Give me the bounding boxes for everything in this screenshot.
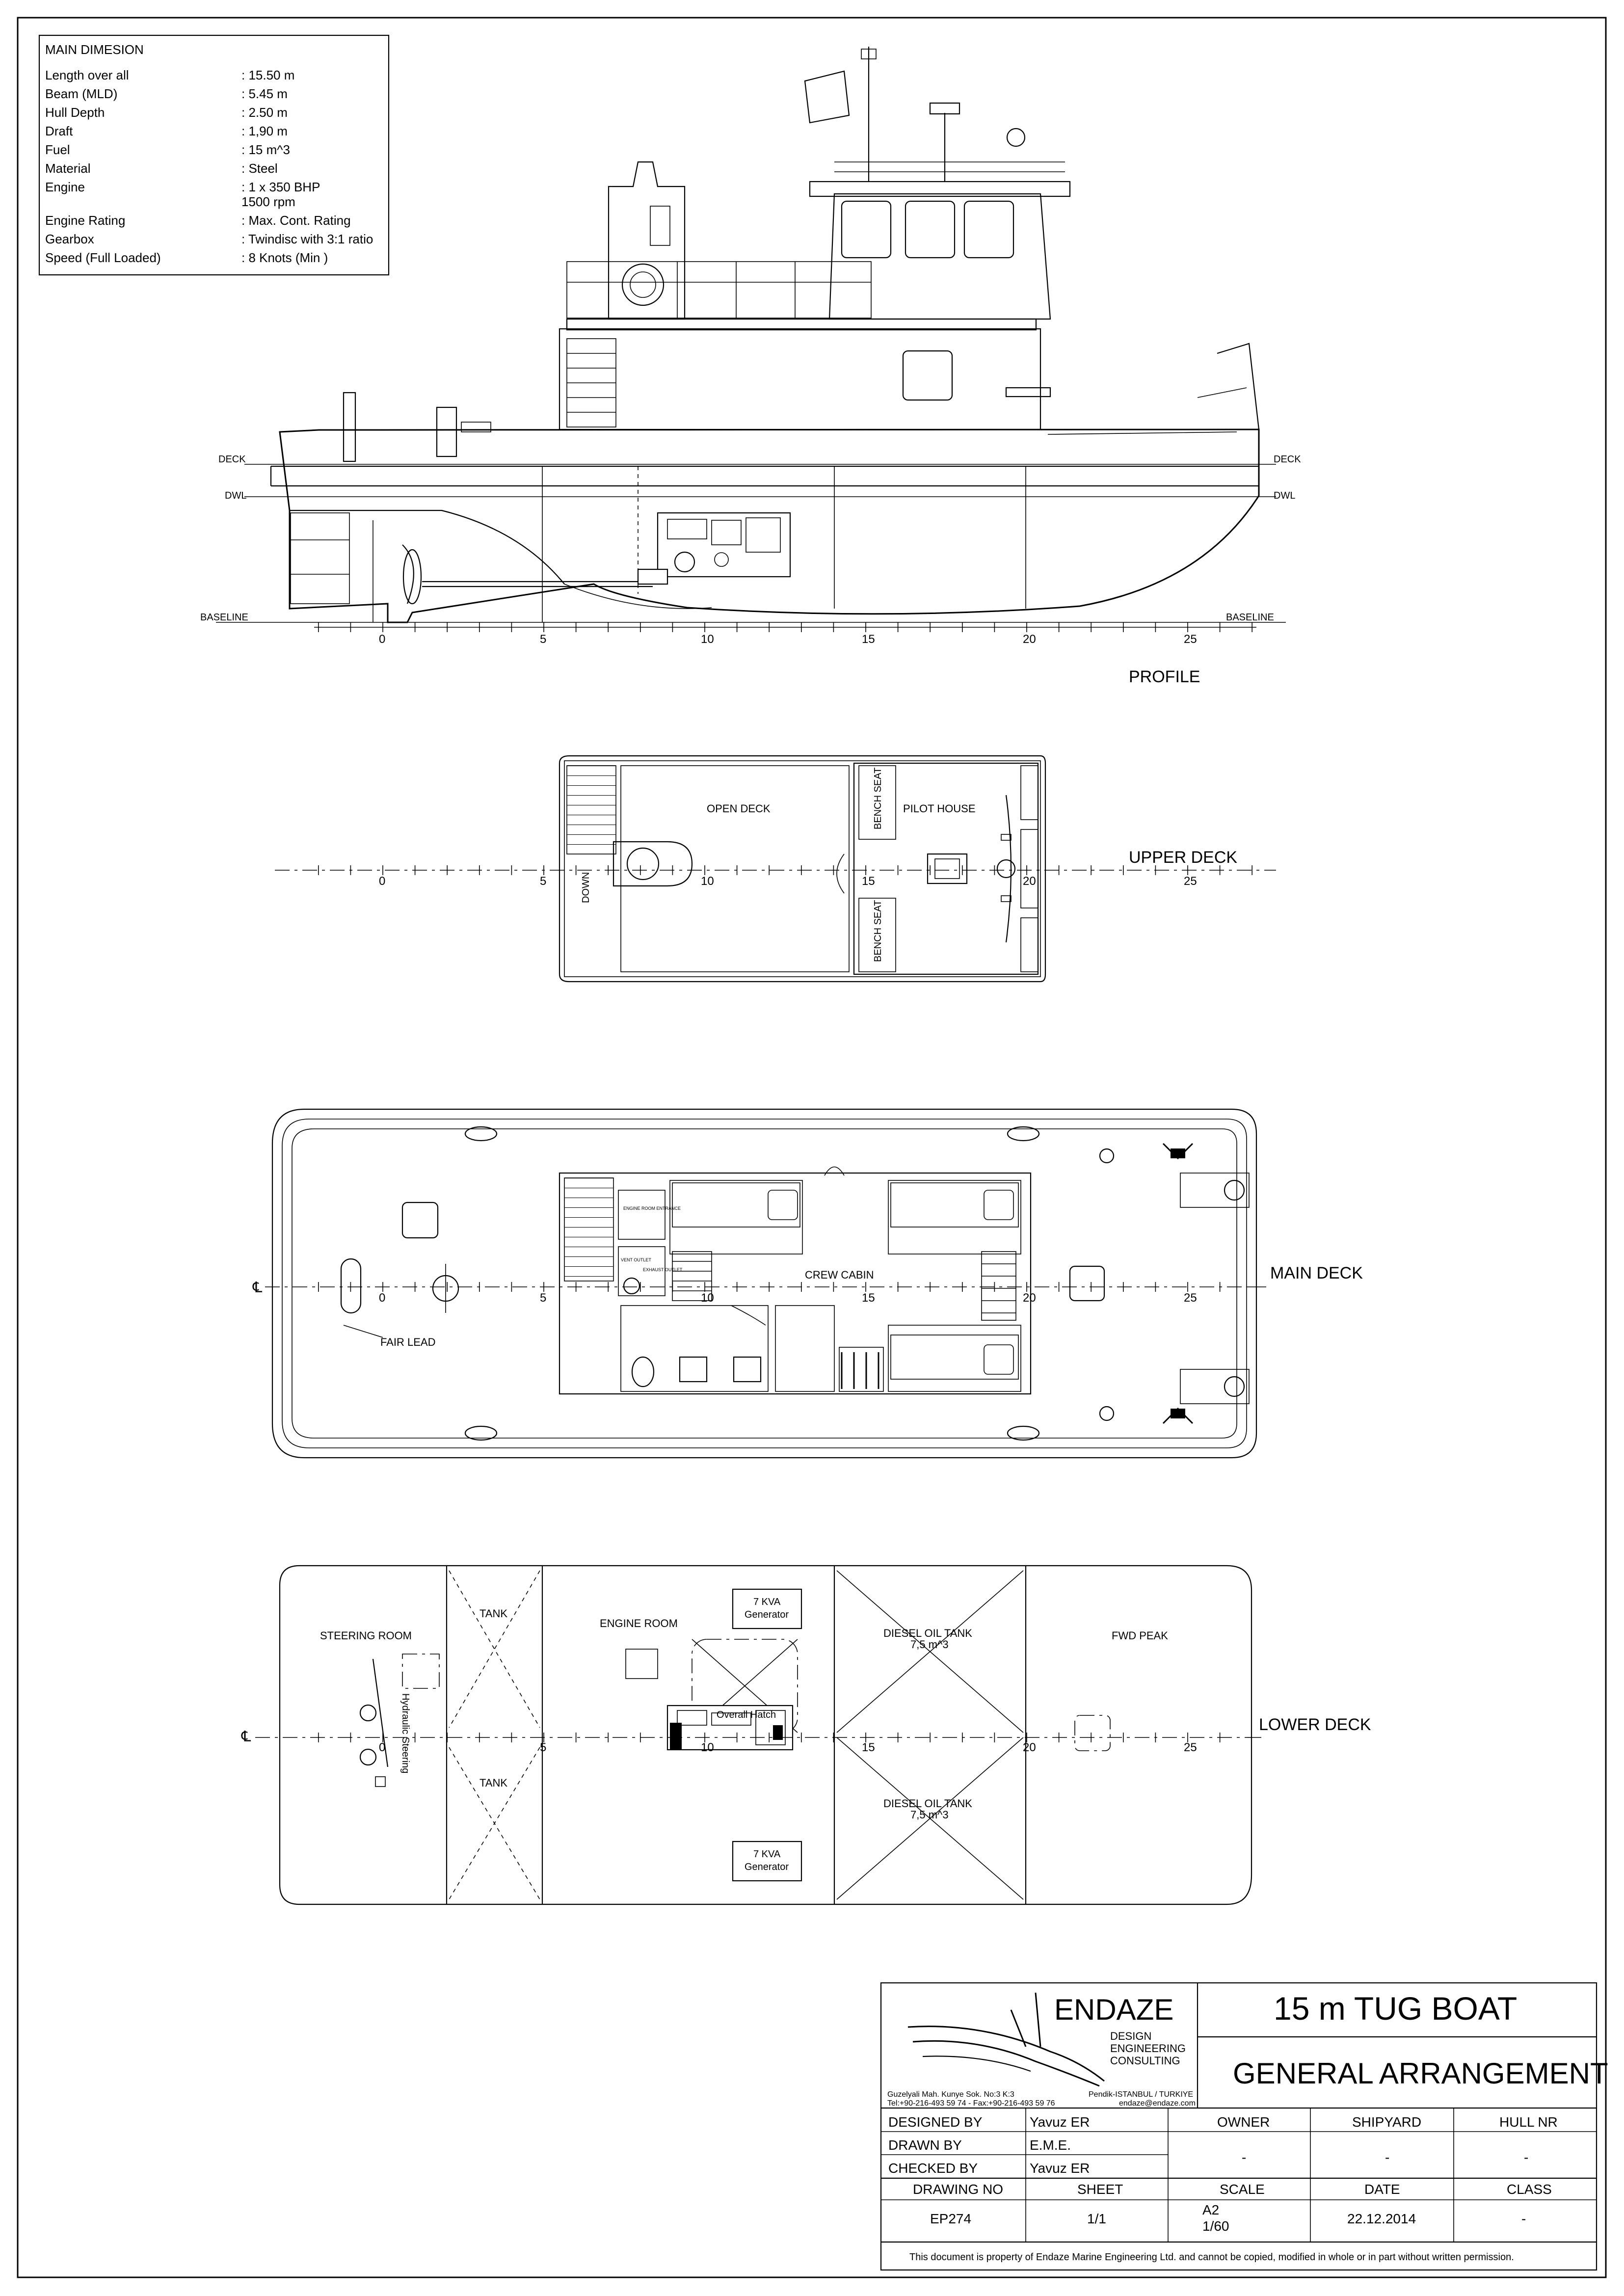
scale-label: SCALE — [1220, 2182, 1265, 2197]
dimension-value: : 5.45 m — [241, 86, 288, 101]
dimension-label: Fuel — [45, 142, 70, 157]
dimension-label: Engine Rating — [45, 213, 126, 228]
generator-top-line2: Generator — [745, 1609, 789, 1620]
project-title: 15 m TUG BOAT — [1274, 1990, 1518, 2027]
crew-cabin-label: CREW CABIN — [805, 1269, 874, 1281]
hull-nr-value: - — [1524, 2150, 1529, 2165]
bench-seat-bottom: BENCH SEAT — [873, 900, 883, 962]
station-number: 15 — [862, 1291, 875, 1305]
tagline-engineering: ENGINEERING — [1110, 2042, 1186, 2055]
station-number: 25 — [1184, 633, 1197, 646]
dwl-label-left: DWL — [225, 490, 247, 501]
station-number: 25 — [1184, 1291, 1197, 1305]
deckhouse — [559, 329, 1040, 429]
station-number: 10 — [701, 633, 714, 646]
drawn-by-label: DRAWN BY — [888, 2137, 962, 2153]
generator-bottom-line2: Generator — [745, 1862, 789, 1872]
email: endaze@endaze.com — [1119, 2099, 1196, 2108]
profile-title: PROFILE — [1129, 667, 1200, 686]
generator-bottom-line1: 7 KVA — [753, 1849, 781, 1860]
paper-size-value: A2 — [1202, 2202, 1220, 2217]
engine-profile — [638, 513, 790, 584]
deck-label-left: DECK — [218, 454, 246, 465]
main-deck-title: MAIN DECK — [1270, 1264, 1363, 1282]
profile-view — [200, 47, 1301, 686]
station-number: 0 — [379, 875, 386, 888]
overall-hatch-label: Overall Hatch — [717, 1709, 776, 1720]
generator-top-line1: 7 KVA — [753, 1597, 781, 1607]
station-number: 0 — [379, 633, 386, 646]
vent-outlet-label: VENT OUTLET — [621, 1257, 651, 1262]
drawn-by-value: E.M.E. — [1030, 2137, 1071, 2153]
flag — [805, 71, 849, 123]
date-label: DATE — [1364, 2182, 1400, 2197]
station-number: 25 — [1184, 1741, 1197, 1754]
copyright-footer: This document is property of Endaze Marine Engineering Ltd. and cannot be copied, modified in whole or in part without written permission. — [909, 2252, 1514, 2263]
tank-label-top: TANK — [479, 1607, 508, 1620]
funnel — [609, 162, 685, 319]
address-right: Pendik-ISTANBUL / TURKIYE — [1089, 2090, 1194, 2099]
station-number: 20 — [1023, 875, 1036, 888]
exhaust-outlet-label: EXHAUST OUTLET — [643, 1267, 683, 1272]
dimension-label: Speed (Full Loaded) — [45, 250, 161, 265]
dimension-label: Engine — [45, 180, 85, 194]
checked-by-value: Yavuz ER — [1030, 2161, 1090, 2176]
main-dimension-table — [39, 35, 389, 275]
down-label: DOWN — [581, 872, 591, 903]
open-deck-label: OPEN DECK — [707, 802, 771, 815]
dimension-label: Hull Depth — [45, 105, 105, 120]
shipyard-label: SHIPYARD — [1352, 2114, 1422, 2130]
drawing-no-label: DRAWING NO — [913, 2182, 1004, 2197]
lower-deck-plan — [241, 1566, 1371, 1904]
diesel-tank-bottom-volume: 7,5 m^3 — [910, 1809, 949, 1821]
phone-fax: Tel:+90-216-493 59 74 - Fax:+90-216-493 59 76 — [887, 2099, 1055, 2108]
diesel-tank-top-label: DIESEL OIL TANK — [883, 1627, 972, 1639]
dimension-label: Length over all — [45, 68, 129, 82]
fair-lead-label: FAIR LEAD — [380, 1336, 436, 1348]
dimension-label: Beam (MLD) — [45, 86, 118, 101]
station-number: 5 — [540, 633, 547, 646]
dimension-value: : Steel — [241, 161, 278, 176]
station-number: 20 — [1023, 1741, 1036, 1754]
dimension-value: : 15 m^3 — [241, 142, 290, 157]
dimension-value-extra: 1500 rpm — [241, 194, 295, 209]
baseline-label-right: BASELINE — [1226, 612, 1274, 623]
pilot-house-label: PILOT HOUSE — [903, 802, 976, 815]
dimension-value: : 15.50 m — [241, 68, 295, 82]
dimension-value: : 8 Knots (Min ) — [241, 250, 328, 265]
station-number: 10 — [701, 1741, 714, 1754]
station-number: 5 — [540, 1291, 547, 1305]
shipyard-value: - — [1385, 2150, 1390, 2165]
steering-room-label: STEERING ROOM — [320, 1629, 412, 1642]
engine-room-entrance-label: ENGINE ROOM ENTRANCE — [623, 1206, 681, 1211]
station-number: 20 — [1023, 633, 1036, 646]
pilot-house — [829, 194, 1050, 319]
engine-room-label: ENGINE ROOM — [600, 1617, 678, 1629]
station-number: 0 — [379, 1741, 386, 1754]
designed-by-label: DESIGNED BY — [888, 2114, 983, 2130]
station-number: 25 — [1184, 875, 1197, 888]
drawing-no-value: EP274 — [930, 2211, 972, 2226]
sheet-border — [18, 18, 1606, 2277]
drawing-title: GENERAL ARRANGEMENT — [1233, 2057, 1608, 2090]
baseline-label-left: BASELINE — [200, 612, 248, 623]
deck-label-right: DECK — [1274, 454, 1301, 465]
station-number: 20 — [1023, 1291, 1036, 1305]
station-number: 10 — [701, 1291, 714, 1305]
main-centerline-symbol: ℄ — [253, 1280, 263, 1296]
class-value: - — [1521, 2211, 1526, 2226]
designed-by-value: Yavuz ER — [1030, 2114, 1090, 2130]
dimension-label: Material — [45, 161, 91, 176]
sheet-value: 1/1 — [1087, 2211, 1106, 2226]
dimension-heading: MAIN DIMESION — [45, 42, 144, 57]
diesel-tank-bottom-label: DIESEL OIL TANK — [883, 1797, 972, 1810]
station-number: 10 — [701, 875, 714, 888]
dimension-value: : 2.50 m — [241, 105, 288, 120]
station-number: 0 — [379, 1291, 386, 1305]
hull-nr-label: HULL NR — [1499, 2114, 1558, 2130]
class-label: CLASS — [1507, 2182, 1552, 2197]
dimension-value: : 1,90 m — [241, 124, 288, 138]
station-number: 15 — [862, 875, 875, 888]
scale-value: 1/60 — [1202, 2218, 1229, 2234]
lower-deck-title: LOWER DECK — [1259, 1715, 1371, 1734]
dimension-value: : Twindisc with 3:1 ratio — [241, 232, 373, 246]
owner-label: OWNER — [1217, 2114, 1270, 2130]
hydraulic-steering-label: Hydraulic Steering — [400, 1693, 411, 1774]
owner-value: - — [1242, 2150, 1247, 2165]
diesel-tank-top-volume: 7,5 m^3 — [910, 1638, 949, 1651]
upper-deck-title: UPPER DECK — [1129, 848, 1238, 867]
dimension-label: Draft — [45, 124, 73, 138]
checked-by-label: CHECKED BY — [888, 2161, 978, 2176]
sheet-label: SHEET — [1077, 2182, 1123, 2197]
dimension-value: : Max. Cont. Rating — [241, 213, 351, 228]
station-number: 15 — [862, 633, 875, 646]
date-value: 22.12.2014 — [1347, 2211, 1416, 2226]
address-left: Guzelyali Mah. Kunye Sok. No:3 K:3 — [887, 2090, 1014, 2099]
tagline-design: DESIGN — [1110, 2030, 1152, 2042]
company-name: ENDAZE — [1054, 1993, 1174, 2026]
tagline-consulting: CONSULTING — [1110, 2055, 1180, 2067]
station-number: 5 — [540, 1741, 547, 1754]
main-deck-plan — [252, 1109, 1363, 1458]
dimension-value: : 1 x 350 BHP — [241, 180, 320, 194]
fwd-peak-label: FWD PEAK — [1112, 1629, 1168, 1642]
tank-label-bottom: TANK — [479, 1777, 508, 1789]
station-number: 5 — [540, 875, 547, 888]
bench-seat-top: BENCH SEAT — [873, 767, 883, 829]
station-number: 15 — [862, 1741, 875, 1754]
title-block — [881, 1983, 1608, 2270]
lower-centerline-symbol: ℄ — [241, 1729, 251, 1745]
dimension-label: Gearbox — [45, 232, 94, 246]
upper-deck-plan — [275, 756, 1276, 982]
dwl-label-right: DWL — [1274, 490, 1296, 501]
